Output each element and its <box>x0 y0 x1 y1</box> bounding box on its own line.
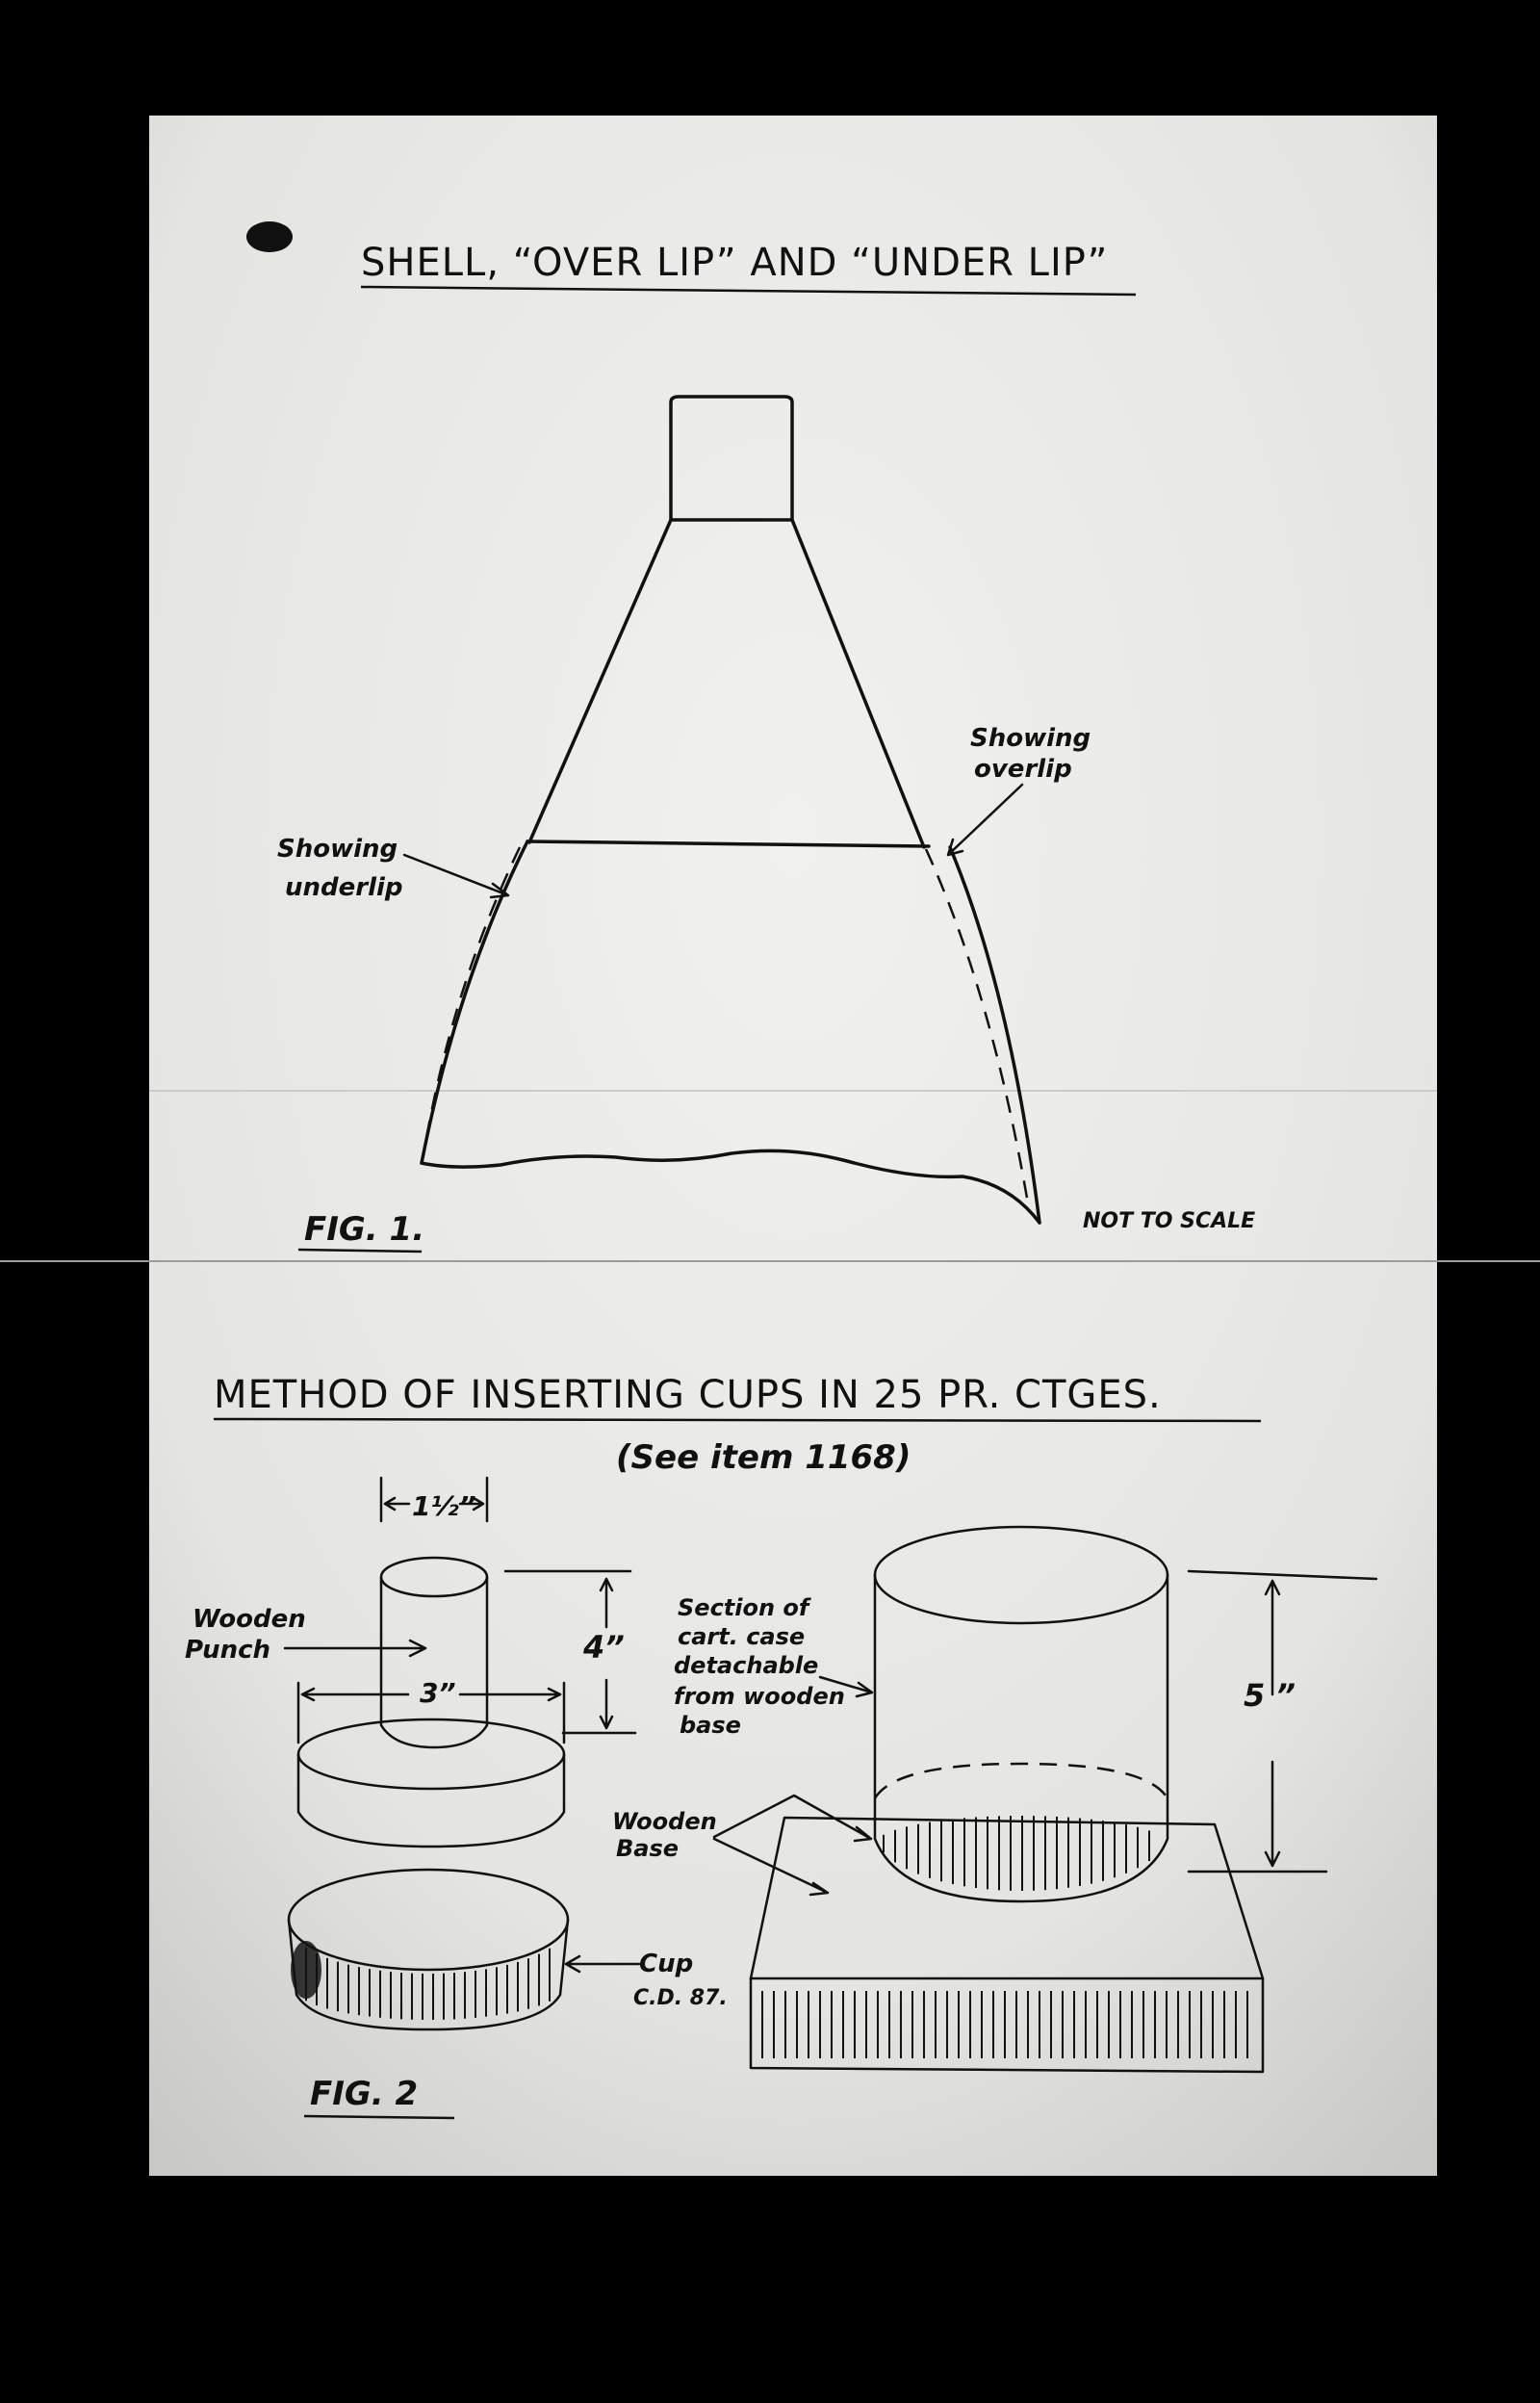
cup-label-line2: C.D. 87. <box>633 1986 728 2010</box>
section-label-line5: base <box>680 1712 741 1739</box>
figure2-subtitle: (See item 1168) <box>616 1438 911 1477</box>
overlip-label-line1: Showing <box>970 724 1091 753</box>
figure1-label: FIG. 1. <box>304 1210 425 1249</box>
cup-label-line1: Cup <box>639 1950 694 1978</box>
dim-punch-width: 1½” <box>412 1490 476 1522</box>
section-label-line2: cart. case <box>678 1623 806 1650</box>
section-label-line3: detachable <box>674 1652 819 1679</box>
punch-label-line1: Wooden <box>192 1605 306 1634</box>
punch-label-line2: Punch <box>185 1636 271 1665</box>
ink-blot <box>246 221 293 252</box>
underlip-label-line2: underlip <box>285 873 403 902</box>
base-label-line1: Wooden <box>612 1808 717 1835</box>
figure2-title: METHOD OF INSERTING CUPS IN 25 PR. CTGES. <box>214 1373 1162 1417</box>
figure1-title: SHELL, “OVER LIP” AND “UNDER LIP” <box>361 241 1109 285</box>
base-label-line2: Base <box>616 1835 680 1862</box>
section-label-line4: from wooden <box>674 1683 845 1710</box>
not-to-scale-note: NOT TO SCALE <box>1083 1209 1256 1233</box>
overlip-label-line2: overlip <box>974 755 1072 784</box>
dim-case-height: 5 ” <box>1244 1677 1296 1714</box>
dim-base-width: 3” <box>420 1677 456 1709</box>
figure2-label: FIG. 2 <box>310 2075 419 2113</box>
dim-punch-height: 4” <box>583 1629 625 1666</box>
underlip-label-line1: Showing <box>277 835 398 864</box>
section-label-line1: Section of <box>678 1594 809 1621</box>
